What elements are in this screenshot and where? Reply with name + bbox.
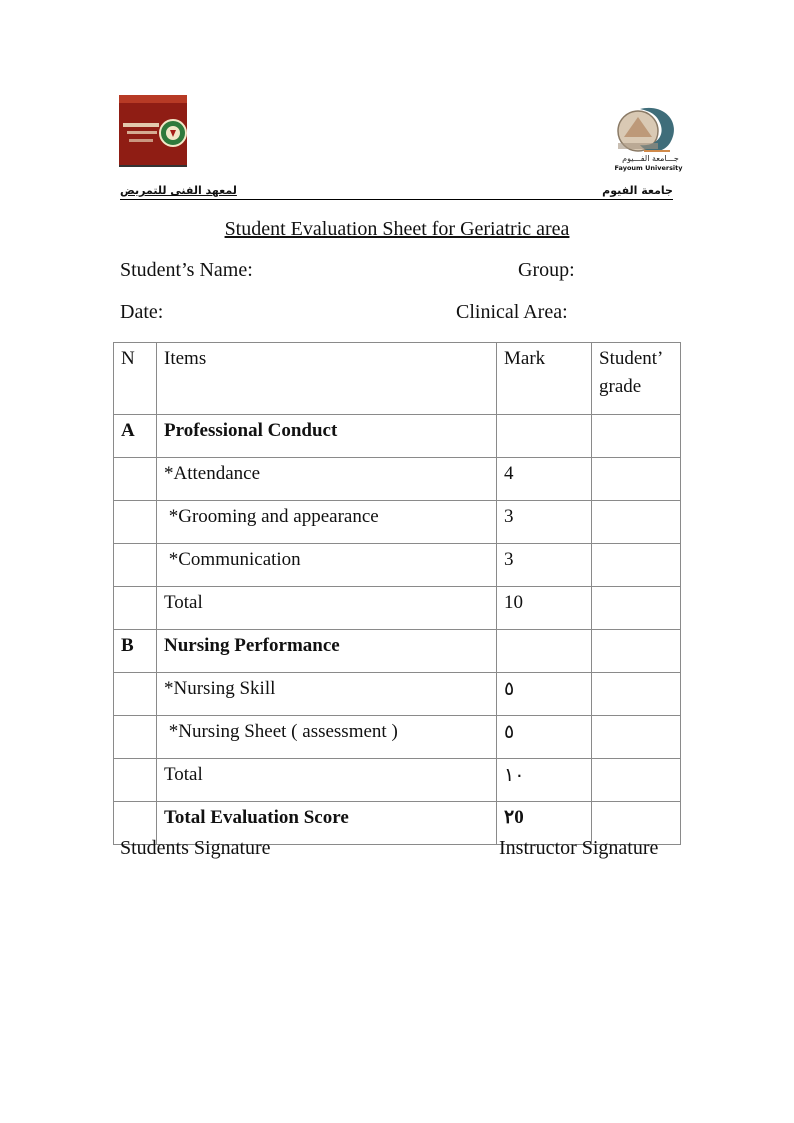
- row-grade[interactable]: [592, 630, 681, 673]
- row-n: [114, 458, 157, 501]
- row-grade[interactable]: [592, 759, 681, 802]
- row-item: *Grooming and appearance: [157, 501, 497, 544]
- row-item: Total: [157, 587, 497, 630]
- row-item: Nursing Performance: [157, 630, 497, 673]
- clinical-area-label: Clinical Area:: [456, 301, 568, 323]
- university-logo: [610, 103, 687, 175]
- header-mark: Mark: [497, 343, 592, 415]
- row-item: *Nursing Sheet ( assessment ): [157, 716, 497, 759]
- row-n: [114, 716, 157, 759]
- student-signature-label: Students Signature: [120, 837, 271, 859]
- table-row: [114, 673, 681, 716]
- row-mark: ١٠: [497, 759, 592, 802]
- table-row: [114, 458, 681, 501]
- institute-logo: [119, 95, 187, 167]
- row-mark: 3: [497, 501, 592, 544]
- row-n: [114, 544, 157, 587]
- row-item: Total: [157, 759, 497, 802]
- institute-caption: لمعهد الفنى للتمريض: [120, 184, 237, 197]
- row-mark: 3: [497, 544, 592, 587]
- header-student-grade: Student’ grade: [592, 343, 681, 415]
- row-item: *Communication: [157, 544, 497, 587]
- table-row: [114, 544, 681, 587]
- row-item: Professional Conduct: [157, 415, 497, 458]
- header-rule: [120, 199, 673, 200]
- row-item: *Nursing Skill: [157, 673, 497, 716]
- row-mark: 4: [497, 458, 592, 501]
- row-mark: 10: [497, 587, 592, 630]
- group-label: Group:: [518, 259, 575, 281]
- row-grade[interactable]: [592, 415, 681, 458]
- table-row: [114, 759, 681, 802]
- row-mark: ٥: [497, 716, 592, 759]
- row-mark: ٥: [497, 673, 592, 716]
- evaluation-table: [113, 342, 681, 845]
- row-item: *Attendance: [157, 458, 497, 501]
- row-n: [114, 759, 157, 802]
- row-item: Total Evaluation Score: [157, 802, 497, 845]
- row-n: [114, 587, 157, 630]
- row-n: B: [114, 630, 157, 673]
- row-grade[interactable]: [592, 587, 681, 630]
- document-title-text: Student Evaluation Sheet for Geriatric area: [224, 218, 570, 240]
- row-n: [114, 501, 157, 544]
- student-name-label: Student’s Name:: [120, 259, 253, 281]
- table-row: [114, 630, 681, 673]
- row-n: A: [114, 415, 157, 458]
- row-n: [114, 673, 157, 716]
- row-grade[interactable]: [592, 501, 681, 544]
- row-mark: [497, 415, 592, 458]
- table-row: [114, 716, 681, 759]
- date-label: Date:: [120, 301, 164, 323]
- table-header-row: [114, 343, 681, 415]
- row-grade[interactable]: [592, 458, 681, 501]
- university-logo-arabic: جـــامعة الفـــيوم: [622, 154, 679, 163]
- row-grade[interactable]: [592, 716, 681, 759]
- university-caption: جامعة الفيوم: [602, 184, 673, 197]
- row-grade[interactable]: [592, 544, 681, 587]
- university-logo-english: Fayoum University: [614, 164, 683, 172]
- table-row: [114, 587, 681, 630]
- document-title: [0, 218, 794, 241]
- header-n: N: [114, 343, 157, 415]
- row-grade[interactable]: [592, 673, 681, 716]
- instructor-signature-label: Instructor Signature: [499, 837, 659, 859]
- row-mark: ٢0: [497, 802, 592, 845]
- row-mark: [497, 630, 592, 673]
- table-row: [114, 501, 681, 544]
- header-items: Items: [157, 343, 497, 415]
- table-row: [114, 415, 681, 458]
